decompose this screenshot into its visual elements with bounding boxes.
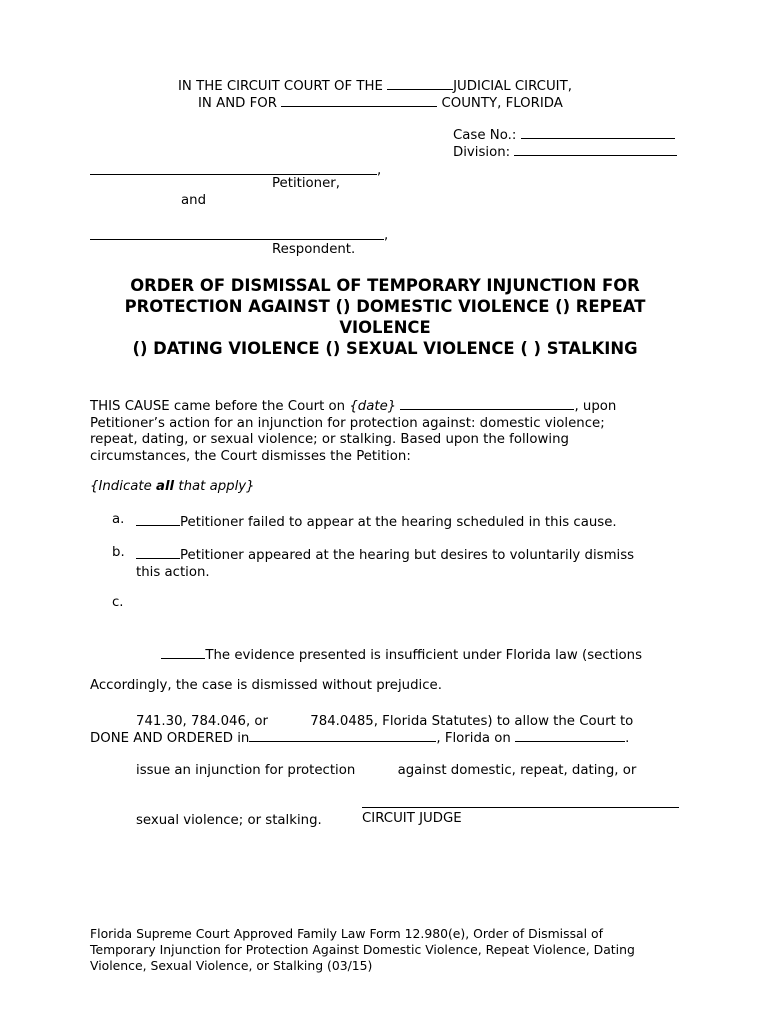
item-a-checkbox-blank[interactable] [136,512,180,526]
and-label: and [181,193,207,208]
respondent-name-blank[interactable] [90,239,384,240]
form-footer [90,926,670,974]
circuit-court-label: IN THE CIRCUIT COURT OF THE [178,79,383,94]
footer-line1: Florida Supreme Court Approved Family Law Form 12.980(e), Order of Dismissal of [90,926,603,941]
intro-line2: Petitioner’s action for an injunction for protection against: domestic violence; [90,415,605,431]
item-c-text-line2: 741.30, 784.046, or 784.0485, Florida Statutes) to allow the Court to [136,713,634,729]
order-title-line4: () DATING VIOLENCE () SEXUAL VIOLENCE ( ) STALKING [132,339,638,358]
case-number-blank[interactable] [521,125,675,139]
court-caption-line2 [198,93,563,112]
date-placeholder: {date} [349,399,397,414]
intro-paragraph [90,396,690,465]
footer-line3: Violence, Sexual Violence, or Stalking (03/15) [90,958,373,973]
indicate-all: all [156,479,175,494]
done-and-ordered-row [90,728,690,748]
item-a-text: Petitioner failed to appear at the hearing scheduled in this cause. [180,515,617,530]
judge-signature-line[interactable] [362,807,679,808]
intro-text: THIS CAUSE came before the Court on [90,399,350,414]
division-blank[interactable] [514,142,677,156]
in-and-for-label: IN AND FOR [198,96,277,111]
order-title-line2: PROTECTION AGAINST () DOMESTIC VIOLENCE () REPEAT [124,297,646,316]
item-c-text-line1: The evidence presented is insufficient under Florida law (sections [205,647,643,663]
indicate-text-end: that apply} [174,479,255,494]
division-label: Division: [453,145,511,160]
county-florida-label: COUNTY, FLORIDA [441,96,563,111]
city-blank[interactable] [249,728,436,742]
item-letter: a. [112,512,125,527]
intro-line4: circumstances, the Court dismisses the Petition: [90,448,411,464]
case-number-label: Case No.: [453,128,517,143]
order-title-line1: ORDER OF DISMISSAL OF TEMPORARY INJUNCTION FOR [130,276,640,295]
petitioner-comma: , [377,163,382,178]
respondent-label: Respondent. [272,242,356,257]
order-title-line3: VIOLENCE [339,318,431,337]
judicial-circuit-blank[interactable] [387,76,453,90]
indicate-text: {Indicate [90,479,157,494]
item-letter: c. [112,595,124,610]
county-blank[interactable] [281,93,437,107]
order-date-blank[interactable] [515,728,625,742]
dismissal-statement: Accordingly, the case is dismissed without prejudice. [90,678,442,693]
period: . [625,731,630,746]
division-row [453,142,677,161]
florida-on-label: , Florida on [436,731,511,746]
respondent-comma: , [384,228,389,243]
item-b-text-line2: this action. [136,564,210,580]
done-and-ordered-label: DONE AND ORDERED in [90,731,250,746]
item-letter: b. [112,545,125,560]
intro-text-upon: , upon [574,399,617,414]
footer-line2: Temporary Injunction for Protection Against Domestic Violence, Repeat Violence, Dating [90,942,635,957]
intro-line1 [90,396,690,416]
intro-line3: repeat, dating, or sexual violence; or stalking. Based upon the following [90,432,569,447]
item-b-text-line1: Petitioner appeared at the hearing but desires to voluntarily dismiss [180,548,635,563]
judicial-circuit-label: JUDICIAL CIRCUIT, [453,79,572,94]
circuit-judge-label: CIRCUIT JUDGE [362,811,462,826]
indicate-instruction [90,479,690,496]
item-c-text-line3: issue an injunction for protection against domestic, repeat, dating, or [136,763,637,778]
item-b-checkbox-blank[interactable] [136,545,180,559]
hearing-date-blank[interactable] [400,396,574,410]
petitioner-label: Petitioner, [272,176,340,191]
item-c-checkbox-blank[interactable] [161,645,205,659]
item-c-text-line4: sexual violence; or stalking. [136,812,322,828]
